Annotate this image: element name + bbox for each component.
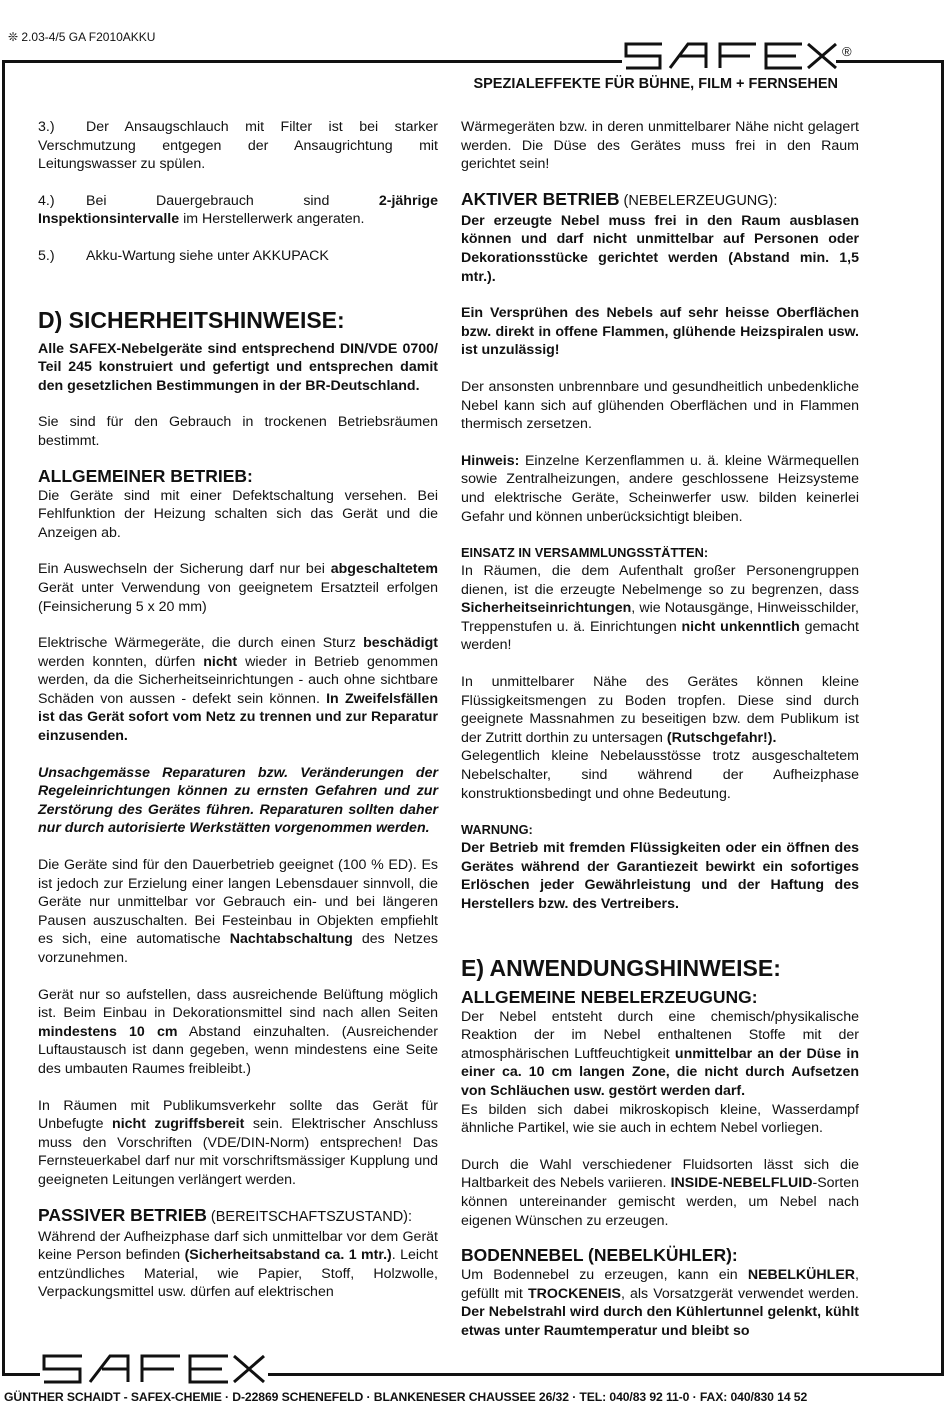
paragraph: Die Geräte sind mit einer Defektschaltung versehen. Bei Fehlfunktion der Heizung schalten sich das Gerät und die Anzeigen ab.	[38, 487, 438, 541]
paragraph: Elektrische Wärmegeräte, die durch einen Sturz beschädigt werden konnten, dürfen nicht wieder in Betrieb genommen werden, da die Sicherheitseinrichtungen - auch ohne sichtbare Schäden von aussen - defekt sein können. In Zweifelsfällen ist das Gerät sofort vom Netz zu trennen und zur Reparatur einzusenden.	[38, 635, 438, 745]
heading-aktiver-betrieb: AKTIVER BETRIEB (NEBELERZEUGUNG):	[461, 188, 778, 209]
heading-einsatz: EINSATZ IN VERSAMMLUNGSSTÄTTEN:	[461, 545, 709, 561]
paragraph: Hinweis: Einzelne Kerzenflammen u. ä. kleine Wärmequellen sowie Zentralheizungen, andere geschlossene Heizsysteme und elektrische Geräte, Scheinwerfer usw. bilden keinerlei Gefahr und können unberücksichtigt bleiben.	[461, 452, 859, 525]
paragraph: In Räumen, die dem Aufenthalt großer Personengruppen dienen, ist die erzeugte Nebelmenge so zu begrenzen, dass Sicherheitseinrichtungen, wie Notausgänge, Hinweisschilder, Treppenstufen u. ä. Einrichtungen nicht unkenntlich gemacht werden!	[461, 563, 859, 654]
paragraph: Es bilden sich dabei mikroskopisch kleine, Wasserdampf ähnliche Partikel, wie sie auch in echtem Nebel vorliegen.	[461, 1101, 859, 1137]
right-column	[461, 118, 859, 1341]
safex-logo-footer	[40, 1352, 268, 1384]
paragraph: Gerät nur so aufstellen, dass ausreichende Belüftung möglich ist. Beim Einbau in Dekorationsmittel sind nach allen Seiten mindestens 10 cm Abstand einzuhalten. (Ausreichender Luftaustausch ist dann gegeben, wenn mindestens eine Seite des umbauten Raumes freibleibt.)	[38, 986, 439, 1077]
paragraph: Die Geräte sind für den Dauerbetrieb geeignet (100 % ED). Es ist jedoch zur Erzielung einer langen Lebensdauer sinnvoll, die Geräte nur unmittelbar vor Gebrauch ein- und bei längeren Pausen auszuschalten. Bei Festeinbau in Objekten empfiehlt es sich, eine automatische Nachtabschaltung des Netzes vorzunehmen.	[38, 857, 438, 966]
heading-passiver-betrieb: PASSIVER BETRIEB (BEREITSCHAFTSZUSTAND):	[38, 1204, 413, 1225]
safex-logo	[622, 40, 840, 70]
heading-bodennebel: BODENNEBEL (NEBELKÜHLER):	[461, 1245, 738, 1266]
frame-right	[941, 60, 944, 1375]
heading-allgemeine-nebelerzeugung: ALLGEMEINE NEBELERZEUGUNG:	[461, 986, 758, 1007]
paragraph: Ein Versprühen des Nebels auf sehr heisse Oberflächen bzw. direkt in offene Flammen, glühende Heizspiralen usw. ist unzulässig!	[461, 305, 859, 359]
frame-top-left	[2, 60, 622, 63]
heading-warnung: WARNUNG:	[461, 822, 533, 838]
tagline: SPEZIALEFFEKTE FÜR BÜHNE, FILM + FERNSEHEN	[473, 76, 838, 92]
heading-allgemeiner-betrieb: ALLGEMEINER BETRIEB:	[38, 465, 253, 486]
document-id: ❊ 2.03-4/5 GA F2010AKKU	[8, 30, 156, 44]
list-item: 5.) Akku-Wartung siehe unter AKKUPACK	[38, 247, 329, 264]
footer-address: GÜNTHER SCHAIDT - SAFEX-CHEMIE · D-22869 SCHENEFELD · BLANKENESER CHAUSSEE 26/32 · TEL: 040/83 92 11-0 · FAX: 040/830 14 52	[4, 1390, 808, 1404]
frame-top-right	[836, 60, 944, 63]
paragraph: In Räumen mit Publikumsverkehr sollte das Gerät für Unbefugte nicht zugriffsbereit sein. Elektrischer Anschluss muss den Vorschriften (VDE/DIN-Norm) entsprechen! Das Fernsteuerkabel darf nur mit vorschriftsmässiger Kupplung und geeigneten Leitungen verlängert werden.	[38, 1097, 438, 1188]
paragraph: In unmittelbarer Nähe des Gerätes können kleine Flüssigkeitsmengen zu Boden tropfen. Diese sind durch geeignete Massnahmen zu beseitigen bzw. dem Publikum ist der Zutritt dorthin zu untersagen (Rutschgefahr!).	[461, 674, 859, 746]
section-title-d: D) SICHERHEITSHINWEISE:	[38, 306, 345, 333]
paragraph: Alle SAFEX-Nebelgeräte sind entsprechend DIN/VDE 0700/ Teil 245 konstruiert und gefertigt und entsprechen damit den gesetzlichen Bestimmungen in der BR-Deutschland.	[38, 340, 438, 394]
paragraph: Der erzeugte Nebel muss frei in den Raum ausblasen können und darf nicht unmittelbar auf Personen oder Dekorationsstücke gerichtet werden (Abstand min. 1,5 mtr.).	[461, 212, 859, 285]
frame-bottom-right	[268, 1373, 944, 1376]
frame-left	[2, 60, 5, 1375]
paragraph: Der Betrieb mit fremden Flüssigkeiten oder ein öffnen des Gerätes während der Garantiezeit bewirkt ein sofortiges Erlöschen jeder Gewährleistung und der Haftung des Herstellers bzw. des Vertreibers.	[461, 840, 859, 912]
paragraph: Ein Auswechseln der Sicherung darf nur bei abgeschaltetem Gerät unter Verwendung von geeignetem Ersatzteil erfolgen (Feinsicherung 5 x 20 mm)	[38, 561, 438, 615]
paragraph: Gelegentlich kleine Nebelausstösse trotz ausgeschaltetem Nebelschalter, sind während der Aufheizphase konstruktionsbedingt und ohne Bedeutung.	[461, 748, 859, 802]
paragraph: Unsachgemässe Reparaturen bzw. Veränderungen der Regeleinrichtungen können zu ernsten Gefahren und zur Zerstörung des Gerätes führen. Reparaturen sollten daher nur durch autorisierte Werkstätten vorgenommen werden.	[38, 764, 438, 837]
paragraph: Während der Aufheizphase darf sich unmittelbar vor dem Gerät keine Person befinden (Sicherheitsabstand ca. 1 mtr.). Leicht entzündliches Material, wie Papier, Stoff, Holzwolle, Verpackungsmittel usw. dürfen auf elektrischen	[38, 1228, 438, 1301]
registered-mark: ®	[842, 44, 852, 59]
list-item: 4.) Bei Dauergebrauch sind 2-jährige Inspektionsintervalle im Herstellerwerk angeraten.	[38, 192, 438, 228]
section-title-e: E) ANWENDUNGSHINWEISE:	[461, 954, 781, 981]
list-item: 3.) Der Ansaugschlauch mit Filter ist bei starker Verschmutzung entgegen der Ansaugrichtung mit Leitungswasser zu spülen.	[38, 119, 438, 173]
paragraph: Durch die Wahl verschiedener Fluidsorten lässt sich die Haltbarkeit des Nebels variieren. INSIDE-NEBELFLUID-Sorten können untereinander gemischt werden, um Nebel nach eigenen Wünschen zu erzeugen.	[461, 1156, 859, 1229]
frame-bottom-left	[2, 1373, 40, 1376]
paragraph: Um Bodennebel zu erzeugen, kann ein NEBELKÜHLER, gefüllt mit TROCKENEIS, als Vorsatzgerät verwendet werden. Der Nebelstrahl wird durch den Kühlertunnel gelenkt, kühlt etwas unter Raumtemperatur und bleibt so	[461, 1267, 859, 1339]
paragraph: Der Nebel entsteht durch eine chemisch/physikalische Reaktion der im Nebel enthaltenen Stoffe mit der atmosphärischen Luftfeuchtigkeit unmittelbar an der Düse in einer ca. 10 cm langen Zone, die nicht durch Aufsetzen von Schläuchen usw. gestört werden darf.	[461, 1008, 859, 1099]
paragraph: Der ansonsten unbrennbare und gesundheitlich unbedenkliche Nebel kann sich auf glühenden Oberflächen und in Flammen thermisch zersetzen.	[461, 378, 859, 433]
left-column	[38, 118, 438, 1302]
paragraph: Wärmegeräten bzw. in deren unmittelbarer Nähe nicht gelagert werden. Die Düse des Gerätes muss frei in den Raum gerichtet sein!	[461, 119, 859, 173]
paragraph: Sie sind für den Gebrauch in trockenen Betriebsräumen bestimmt.	[38, 414, 438, 449]
